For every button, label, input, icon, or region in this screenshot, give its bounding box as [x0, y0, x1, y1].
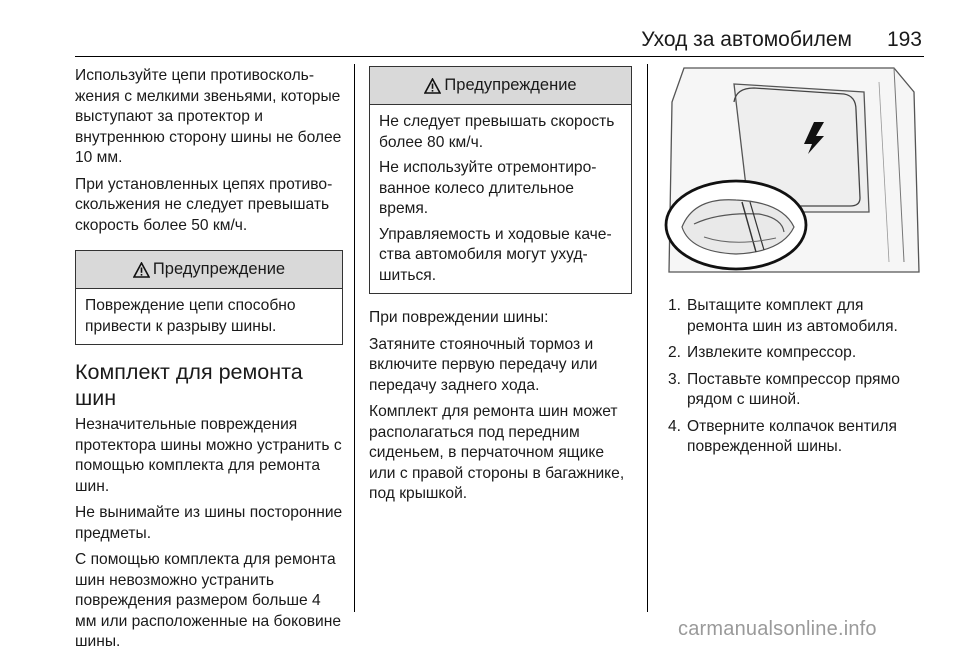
- step-text: Извлеките компрессор.: [687, 344, 857, 361]
- step-text: Отверните колпачок вентиля поврежденной шины.: [687, 417, 897, 455]
- tire-repair-kit-illustration: [664, 62, 925, 276]
- list-item: [664, 370, 925, 411]
- step-number: 4.: [668, 417, 682, 435]
- warning-text: Не следует превышать скорость более 80 км/ч.: [379, 113, 615, 151]
- step-text: Поставьте компрессор прямо рядом с шиной.: [687, 370, 900, 408]
- column-divider: [354, 64, 355, 612]
- paragraph: Не вынимайте из шины посторонние предметы.: [75, 504, 343, 542]
- warning-triangle-icon: [424, 78, 441, 94]
- section-title: Комплект для ремонта шин: [75, 360, 303, 410]
- paragraph: Комплект для ремонта шин может располагаться под передним сиденьем, в перчаточном ящике или с правой стороны в багажнике, под крышкой.: [369, 403, 625, 502]
- list-item: [664, 296, 925, 337]
- step-number: 2.: [668, 344, 682, 361]
- warning-header: [370, 67, 631, 105]
- step-number: 3.: [668, 370, 682, 388]
- column-divider: [647, 64, 648, 612]
- right-column: [664, 62, 925, 464]
- header-rule: [75, 56, 924, 57]
- list-item: [664, 343, 925, 364]
- warning-title: Предупреждение: [444, 76, 577, 95]
- paragraph: Используйте цепи противоскольжения с мелкими звеньями, которые выступают за протектор и внутреннюю сторону шины не более 10 мм.: [75, 67, 342, 166]
- warning-text: Не используйте отремонтированное колесо длительное время.: [379, 159, 597, 217]
- warning-box: [369, 66, 632, 294]
- paragraph: Затяните стояночный тормоз и включите первую передачу или передачу заднего хода.: [369, 335, 598, 394]
- header-title: Уход за автомобилем: [641, 28, 852, 51]
- watermark: carmanualsonline.info: [678, 618, 877, 640]
- middle-column: [369, 66, 632, 511]
- paragraph: При повреждении шины:: [369, 309, 549, 326]
- step-text: Вытащите комплект для ремонта шин из автомобиля.: [687, 297, 898, 335]
- warning-title: Предупреждение: [152, 260, 286, 279]
- warning-triangle-icon: [133, 262, 150, 278]
- list-item: [664, 417, 925, 458]
- step-number: 1.: [668, 297, 682, 314]
- paragraph: С помощью комплекта для ремонта шин невозможно устранить повреждения размером больше 4 мм или расположенные на боковине шины.: [75, 551, 342, 650]
- warning-box: [75, 250, 343, 345]
- left-column: [75, 66, 343, 659]
- warning-text: Управляемость и ходовые качества автомобиля могут ухудшиться.: [379, 225, 612, 284]
- warning-header: [76, 251, 342, 289]
- warning-text: Повреждение цепи способно привести к разрыву шины.: [85, 297, 296, 335]
- page-number: 193: [886, 28, 922, 51]
- page-header: [0, 0, 960, 58]
- illustration-drawing: [664, 62, 925, 276]
- paragraph: Незначительные повреждения протектора шины можно устранить с помощью комплекта для ремонта шин.: [75, 416, 342, 495]
- paragraph: При установленных цепях противоскольжения не следует превышать скорость более 50 км/ч.: [75, 175, 333, 234]
- steps-list: [664, 296, 925, 458]
